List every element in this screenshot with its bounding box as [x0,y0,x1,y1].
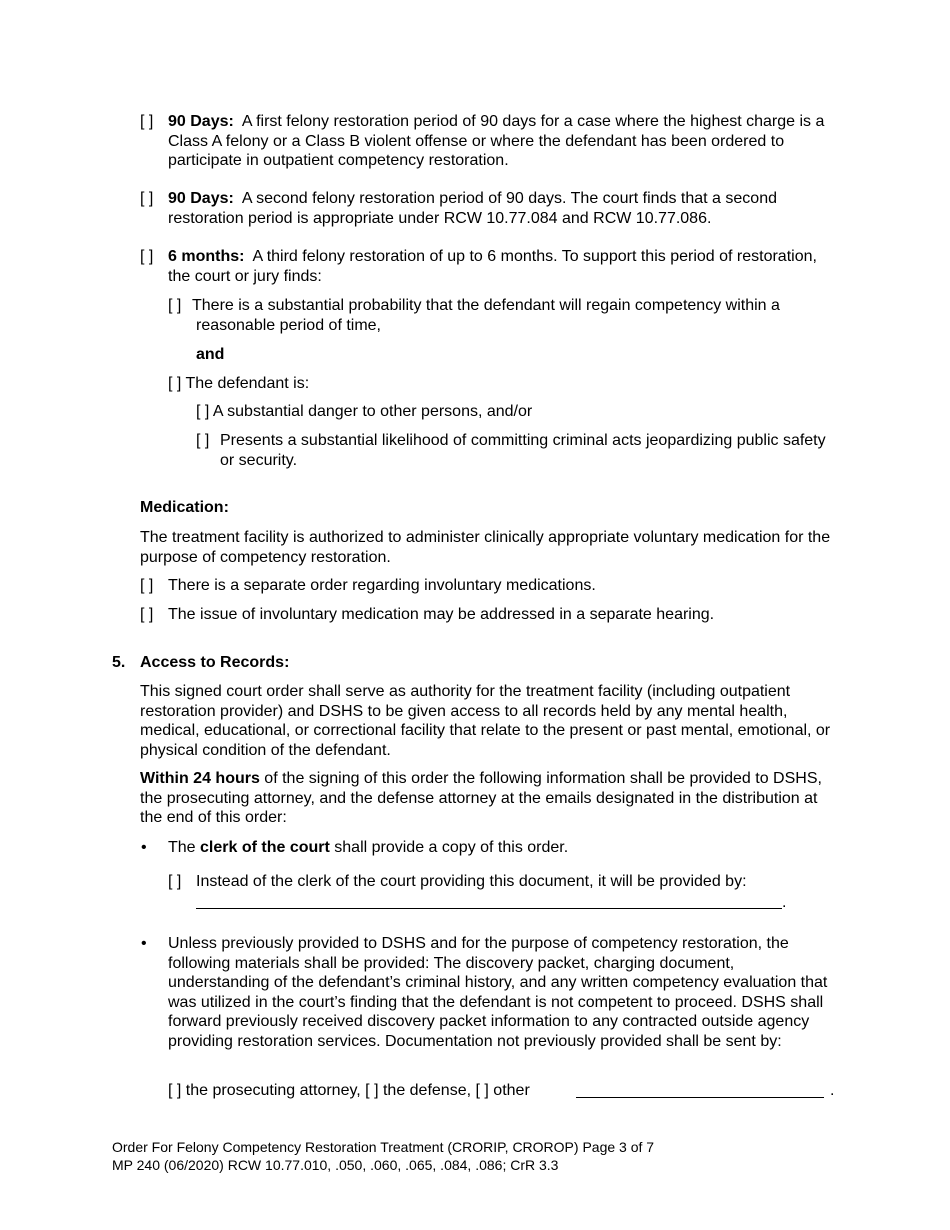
within-24-hours-paragraph [140,769,830,828]
period: . [782,894,787,911]
medication-text: The treatment facility is authorized to administer clinically appropriate voluntary medication for the purpose of competency restoration. [140,529,831,566]
option-text: There is a separate order regarding involuntary medications. [168,577,596,594]
bullet-icon: • [141,935,147,952]
bullet-materials: Unless previously provided to DSHS and for the purpose of competency restoration, the following materials shall be provided: The discovery packet, charging document, understanding of the defendant’s criminal history, and any written competency evaluation that was utilized in the court’s finding that the defendant is not competent to proceed. DSHS shall forward previously received discovery packet information to any contracted outside agency providing restoration services. Documentation not previously provided shall be sent by: [168,935,828,1050]
checkbox[interactable]: [ ] [140,113,154,130]
option-6-months [140,247,840,285]
text: The [168,839,201,856]
bold-text: Within 24 hours [140,770,260,787]
finding-danger [196,402,532,422]
option-text: The issue of involuntary medication may be addressed in a separate hearing. [168,606,715,623]
section-heading: Access to Records: [140,654,290,671]
sent-by-options [168,1081,530,1101]
checkbox[interactable]: [ ] [140,577,154,594]
option-body: A third felony restoration of up to 6 months. To support this period of restoration, the court or jury finds: [168,248,817,285]
provider-blank-line[interactable] [196,908,782,909]
finding-text: A substantial danger to other persons, and/or [212,403,533,420]
checkbox[interactable]: [ ] [365,1082,379,1099]
checkbox[interactable]: [ ] [168,1082,182,1099]
bullet-icon: • [141,839,147,856]
footer-line-2: MP 240 (06/2020) RCW 10.77.010, .050, .060, .065, .084, .086; CrR 3.3 [112,1157,559,1173]
checkbox[interactable]: [ ] [168,297,182,314]
checkbox[interactable]: [ ] [475,1082,489,1099]
medication-heading: Medication: [140,499,229,516]
checkbox[interactable]: [ ] [140,606,154,623]
option-90-days-first [140,112,840,169]
checkbox[interactable]: [ ] [168,375,182,392]
checkbox[interactable]: [ ] [140,190,154,207]
finding-text: The defendant is: [185,375,310,392]
option-90-days-second [140,189,840,227]
option-text: Instead of the clerk of the court providing this document, it will be provided by: [196,873,747,890]
option-text [168,189,840,228]
checkbox[interactable]: [ ] [168,873,182,890]
paragraph-text: of the signing of this order the following information shall be provided to DSHS, the prosecuting attorney, and the defense attorney at the emails designated in the distribution at the end of this order: [140,770,822,826]
footer-line-1: Order For Felony Competency Restoration Treatment (CRORIP, CROROP) Page 3 of 7 [112,1139,655,1155]
finding-defendant-is [168,374,309,394]
option-alternate-provider [168,872,747,892]
finding-probability [168,296,828,335]
bold-text: clerk of the court [200,839,330,856]
period: . [830,1082,835,1099]
and-label: and [196,346,225,363]
other-blank-line[interactable] [576,1097,824,1098]
finding-text: There is a substantial probability that the defendant will regain competency within a reasonable period of time, [192,297,780,334]
finding-likelihood [196,431,826,470]
finding-text: Presents a substantial likelihood of committing criminal acts jeopardizing public safety or security. [220,432,826,469]
checkbox[interactable]: [ ] [196,403,210,420]
section-number: 5. [112,654,126,671]
option-text [168,247,818,286]
option-body: A first felony restoration period of 90 days for a case where the highest charge is a Class A felony or a Class B violent offense or where the defendant has been ordered to participate in outpatient competency restoration. [168,113,825,169]
option-title: 90 Days: [168,113,234,130]
records-paragraph: This signed court order shall serve as authority for the treatment facility (including outpatient restoration provider) and DSHS to be given access to all records held by any mental health, medical, educational, or correctional facility that relate to the present or past mental, emotional, or physical condition of the defendant. [140,683,831,759]
medication-option-separate-hearing [140,605,714,625]
medication-option-separate-order [140,576,596,596]
text: shall provide a copy of this order. [329,839,569,856]
checkbox[interactable]: [ ] [196,432,210,449]
option-text [168,112,840,171]
option-defense: the defense, [382,1082,472,1099]
checkbox[interactable]: [ ] [140,248,154,265]
option-other: other [493,1082,530,1099]
option-title: 90 Days: [168,190,234,207]
option-title: 6 months: [168,248,245,265]
bullet-clerk [168,838,568,858]
option-prosecuting: the prosecuting attorney, [185,1082,361,1099]
option-body: A second felony restoration period of 90 days. The court finds that a second restoration period is appropriate under RCW 10.77.084 and RCW 10.77.086. [168,190,777,227]
